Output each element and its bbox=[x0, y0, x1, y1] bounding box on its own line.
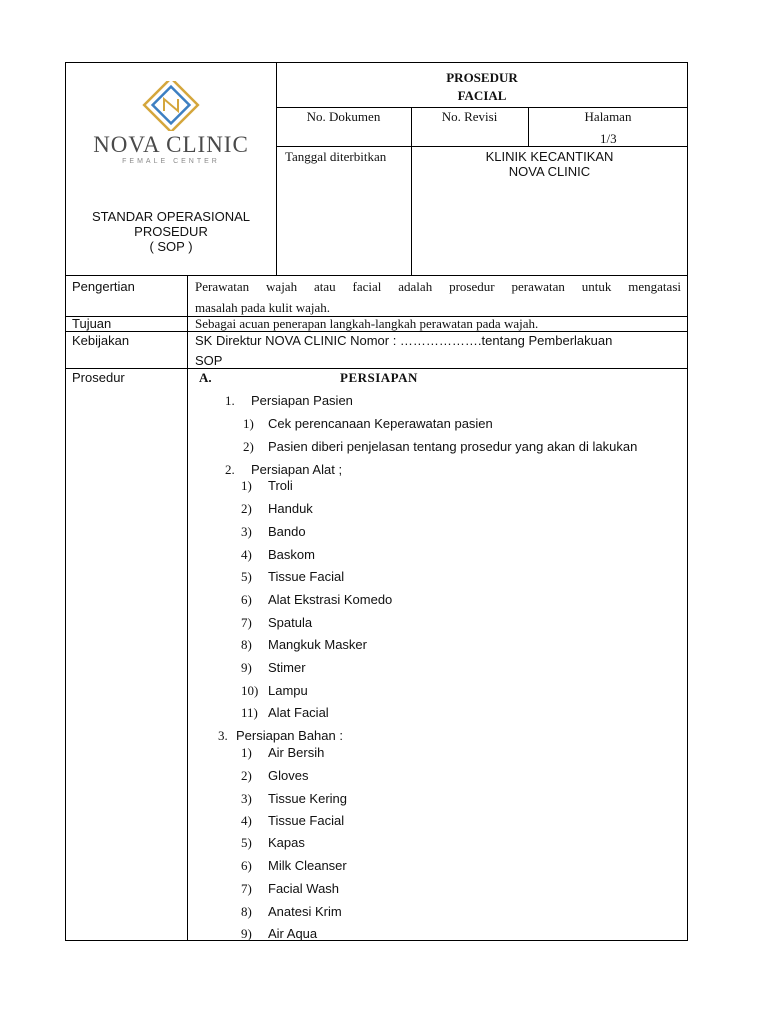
group-number: 2. bbox=[225, 462, 235, 477]
list-item: Lampu bbox=[268, 683, 308, 698]
list-item: Air Aqua bbox=[268, 926, 318, 941]
list-item-number: 3) bbox=[241, 524, 252, 539]
list-item: Tissue Facial bbox=[268, 813, 345, 828]
section-title: PERSIAPAN bbox=[340, 370, 418, 385]
list-item: Air Bersih bbox=[268, 745, 325, 760]
group-title: Persiapan Pasien bbox=[251, 393, 353, 408]
list-item-number: 1) bbox=[243, 416, 254, 431]
list-item: Stimer bbox=[268, 660, 306, 675]
clinic-name-line-2: NOVA CLINIC bbox=[508, 164, 591, 179]
sop-title-line-2: PROSEDUR bbox=[134, 224, 208, 239]
row-label-prosedur: Prosedur bbox=[72, 370, 125, 385]
list-item-number: 4) bbox=[241, 547, 252, 562]
procedure-title bbox=[276, 69, 688, 105]
list-item-number: 3) bbox=[241, 791, 252, 806]
logo-brand-name: NOVA CLINIC bbox=[93, 132, 249, 157]
list-item-number: 2) bbox=[241, 768, 252, 783]
list-item-number: 9) bbox=[241, 926, 252, 941]
list-item: Anatesi Krim bbox=[268, 904, 342, 919]
sop-title-line-1: STANDAR OPERASIONAL bbox=[92, 209, 250, 224]
list-item: Cek perencanaan Keperawatan pasien bbox=[268, 416, 493, 431]
row-label-tujuan: Tujuan bbox=[72, 316, 112, 331]
list-item-number: 2) bbox=[243, 439, 254, 454]
list-item: Mangkuk Masker bbox=[268, 637, 367, 652]
sop-title bbox=[66, 209, 276, 254]
pengertian-line-1: Perawatan wajah atau facial adalah prosedur perawatan untuk mengatasi bbox=[195, 279, 681, 294]
list-item: Alat Facial bbox=[268, 705, 329, 720]
issue-date-label: Tanggal diterbitkan bbox=[285, 149, 387, 164]
group-number: 1. bbox=[225, 393, 235, 408]
list-item: Baskom bbox=[268, 547, 315, 562]
list-item-number: 6) bbox=[241, 592, 252, 607]
body-label-column-divider bbox=[187, 275, 188, 941]
header-divider-title bbox=[276, 107, 688, 108]
list-item-number: 10) bbox=[241, 683, 259, 698]
list-item-number: 7) bbox=[241, 881, 252, 896]
section-letter: A. bbox=[199, 370, 212, 385]
list-item: Pasien diberi penjelasan tentang prosedur yang akan di lakukan bbox=[268, 439, 638, 454]
procedure-title-line-2: FACIAL bbox=[457, 88, 507, 103]
logo-tagline: FEMALE CENTER bbox=[122, 158, 220, 165]
list-item: Bando bbox=[268, 524, 306, 539]
sop-document bbox=[65, 62, 688, 941]
row-label-pengertian: Pengertian bbox=[72, 279, 135, 294]
page-value: 1/3 bbox=[600, 131, 617, 146]
list-item-number: 9) bbox=[241, 660, 252, 675]
list-item: Kapas bbox=[268, 835, 305, 850]
list-item: Troli bbox=[268, 478, 293, 493]
header-divider-docno bbox=[411, 107, 412, 275]
list-item-number: 11) bbox=[241, 705, 258, 720]
list-item-number: 1) bbox=[241, 478, 252, 493]
procedure-title-line-1: PROSEDUR bbox=[446, 70, 518, 85]
list-item: Facial Wash bbox=[268, 881, 340, 896]
list-item-number: 4) bbox=[241, 813, 252, 828]
group-title: Persiapan Bahan : bbox=[236, 728, 343, 743]
list-item: Tissue Facial bbox=[268, 569, 345, 584]
list-item-number: 5) bbox=[241, 569, 252, 584]
list-item-number: 7) bbox=[241, 615, 252, 630]
group-number: 3. bbox=[218, 728, 228, 743]
list-item: Spatula bbox=[268, 615, 313, 630]
revision-label: No. Revisi bbox=[441, 109, 498, 124]
list-item-number: 8) bbox=[241, 637, 252, 652]
list-item: Alat Ekstrasi Komedo bbox=[268, 592, 393, 607]
header-bottom-border bbox=[66, 275, 688, 276]
group-title: Persiapan Alat ; bbox=[251, 462, 343, 477]
row-label-kebijakan: Kebijakan bbox=[72, 333, 130, 348]
list-item-number: 5) bbox=[241, 835, 252, 850]
list-item: Milk Cleanser bbox=[268, 858, 347, 873]
list-item-number: 6) bbox=[241, 858, 252, 873]
clinic-logo bbox=[66, 81, 276, 171]
list-item: Tissue Kering bbox=[268, 791, 347, 806]
list-item-number: 2) bbox=[241, 501, 252, 516]
list-item: Gloves bbox=[268, 768, 309, 783]
list-item: Handuk bbox=[268, 501, 313, 516]
clinic-name bbox=[411, 149, 688, 179]
sop-title-line-3: ( SOP ) bbox=[149, 239, 193, 254]
nova-clinic-emblem-icon bbox=[66, 81, 276, 131]
list-item-number: 8) bbox=[241, 904, 252, 919]
pengertian-line-2: masalah pada kulit wajah. bbox=[195, 300, 331, 315]
clinic-name-line-1: KLINIK KECANTIKAN bbox=[485, 149, 614, 164]
kebijakan-line-1: SK Direktur NOVA CLINIC Nomor : ……………….tentang Pemberlakuan bbox=[195, 333, 613, 348]
kebijakan-line-2: SOP bbox=[195, 353, 223, 368]
list-item-number: 1) bbox=[241, 745, 252, 760]
page-label: Halaman bbox=[584, 109, 632, 124]
tujuan-text: Sebagai acuan penerapan langkah-langkah perawatan pada wajah. bbox=[195, 316, 539, 331]
doc-number-label: No. Dokumen bbox=[306, 109, 381, 124]
